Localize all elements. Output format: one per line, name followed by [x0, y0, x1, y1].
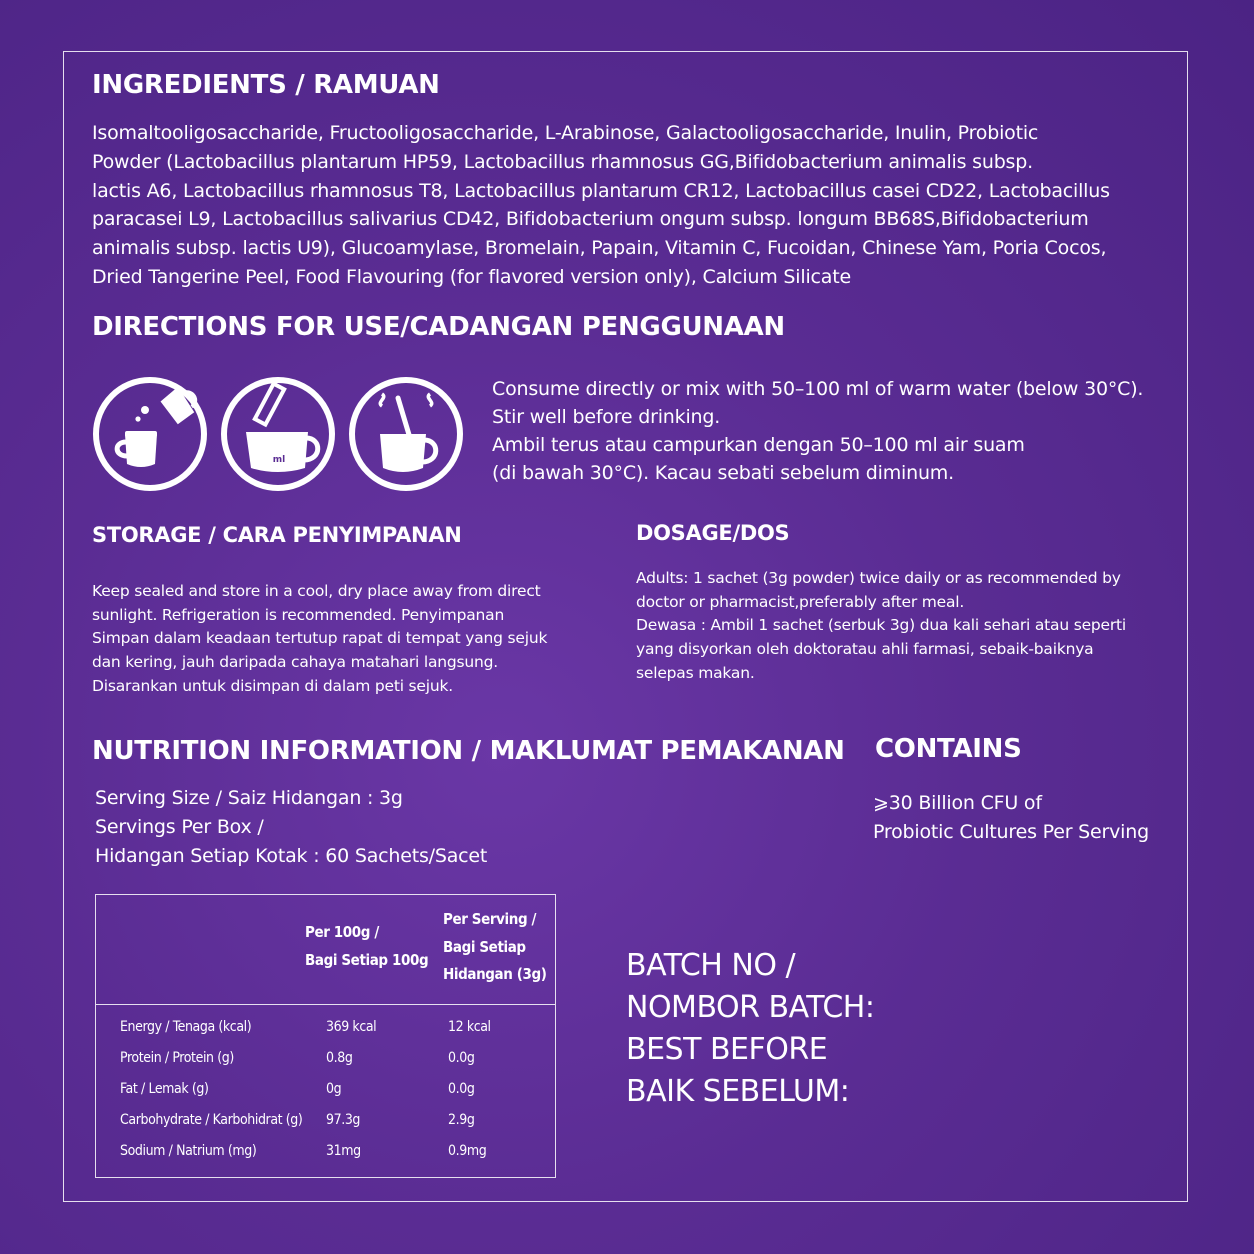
- batch-line: BAIK SEBELUM:: [626, 1074, 850, 1109]
- row-serving: 0.0g: [448, 1050, 475, 1066]
- row-label: Sodium / Natrium (mg): [120, 1143, 257, 1159]
- row-label: Carbohydrate / Karbohidrat (g): [120, 1112, 303, 1128]
- table-divider: [96, 1004, 555, 1005]
- contains-title: CONTAINS: [875, 734, 1022, 764]
- ingredients-text: Isomaltooligosaccharide, Fructooligosaccharide, L-Arabinose, Galactooligosaccharide, Inulin, Probiotic Powder (Lactobacillus plantarum HP59, Lactobacillus rhamnosus GG,Bifidobacterium animalis subsp. lactis A6, Lactobacillus rhamnosus T8, Lactobacillus plantarum CR12, Lactobacillus casei CD22, Lactobacillus paracasei L9, Lactobacillus salivarius CD42, Bifidobacterium ongum subsp. longum BB68S,Bifidobacterium animalis subsp. lactis U9), Glucoamylase, Bromelain, Papain, Vitamin C, Fucoidan, Chinese Yam, Poria Cocos, Dried Tangerine Peel, Food Flavouring (for flavored version only), Calcium Silicate: [92, 122, 1110, 288]
- storage-title: STORAGE / CARA PENYIMPANAN: [92, 523, 462, 547]
- table-row: [96, 1143, 555, 1173]
- row-label: Protein / Protein (g): [120, 1050, 234, 1066]
- storage-text: Keep sealed and store in a cool, dry place away from direct sunlight. Refrigeration is recommended. Penyimpanan Simpan dalam keadaan tertutup rapat di tempat yang sejuk dan kering, jauh daripada cahaya matahari langsung. Disarankan untuk disimpan di dalam peti sejuk.: [92, 582, 548, 695]
- nutrition-title: NUTRITION INFORMATION / MAKLUMAT PEMAKANAN: [92, 736, 845, 766]
- row-per100: 369 kcal: [326, 1019, 377, 1035]
- row-label: Fat / Lemak (g): [120, 1081, 209, 1097]
- directions-icons: [92, 376, 464, 492]
- row-per100: 97.3g: [326, 1112, 361, 1128]
- stir-mug-icon: [352, 380, 460, 488]
- table-row: [96, 1050, 555, 1080]
- table-row: [96, 1081, 555, 1111]
- header-per-100g: Per 100g / Bagi Setiap 100g: [305, 923, 429, 969]
- nutrition-table: [95, 894, 556, 1178]
- pour-water-icon: [96, 380, 204, 488]
- dosage-text: Adults: 1 sachet (3g powder) twice daily or as recommended by doctor or pharmacist,preferably after meal. Dewasa : Ambil 1 sachet (serbuk 3g) dua kali sehari atau seperti yang disyorkan oleh doktoratau ahli farmasi, sebaik-baiknya selepas makan.: [636, 569, 1127, 682]
- ingredients-title: INGREDIENTS / RAMUAN: [92, 70, 440, 100]
- batch-line: NOMBOR BATCH:: [626, 990, 875, 1025]
- serving-info: Serving Size / Saiz Hidangan : 3g Servings Per Box / Hidangan Setiap Kotak : 60 Sachets/Sacet: [95, 787, 488, 867]
- mug-label: ml: [272, 455, 286, 465]
- row-serving: 12 kcal: [448, 1019, 491, 1035]
- row-per100: 0g: [326, 1081, 342, 1097]
- row-per100: 31mg: [326, 1143, 361, 1159]
- sachet-into-mug-icon: [224, 380, 332, 488]
- row-serving: 0.9mg: [448, 1143, 487, 1159]
- row-label: Energy / Tenaga (kcal): [120, 1019, 252, 1035]
- row-serving: 2.9g: [448, 1112, 475, 1128]
- dosage-title: DOSAGE/DOS: [636, 521, 790, 545]
- row-per100: 0.8g: [326, 1050, 353, 1066]
- batch-info: [626, 945, 1046, 1113]
- directions-text: Consume directly or mix with 50–100 ml of warm water (below 30°C). Stir well before drinking. Ambil terus atau campurkan dengan 50–100 ml air suam (di bawah 30°C). Kacau sebati sebelum diminum.: [492, 378, 1144, 484]
- header-per-serving: Per Serving / Bagi Setiap Hidangan (3g): [443, 910, 547, 984]
- directions-title: DIRECTIONS FOR USE/CADANGAN PENGGUNAAN: [92, 312, 785, 342]
- table-row: [96, 1112, 555, 1142]
- batch-line: BATCH NO /: [626, 948, 796, 983]
- row-serving: 0.0g: [448, 1081, 475, 1097]
- batch-line: BEST BEFORE: [626, 1032, 828, 1067]
- table-row: [96, 1019, 555, 1049]
- contains-text: ⩾30 Billion CFU of Probiotic Cultures Per Serving: [873, 792, 1149, 843]
